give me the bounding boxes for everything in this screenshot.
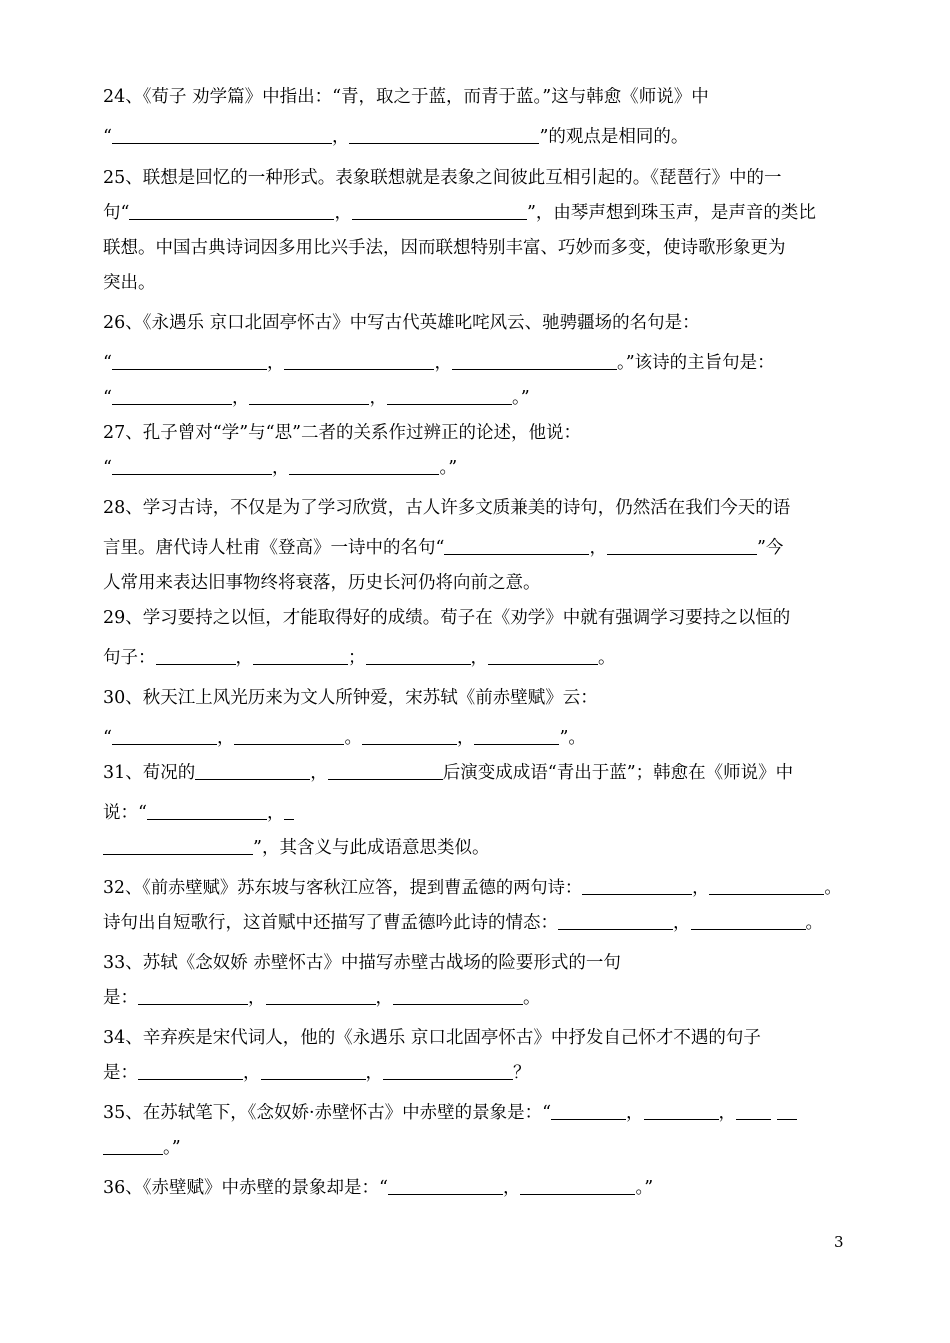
text-segment: “ [103, 458, 112, 478]
answer-blank[interactable] [352, 197, 527, 220]
answer-blank[interactable] [452, 347, 617, 370]
text-line [103, 231, 848, 265]
text-line [103, 1131, 848, 1165]
text-line [103, 601, 848, 635]
answer-blank[interactable] [558, 907, 673, 930]
text-line [103, 346, 848, 380]
answer-blank[interactable] [777, 1097, 797, 1120]
text-line [103, 416, 848, 450]
text-line [103, 756, 848, 790]
text-segment: 30、秋天江上风光历来为文人所钟爱，宋苏轼《前赤壁赋》云： [103, 688, 598, 708]
text-segment: 。”该诗的主旨句是： [616, 353, 775, 373]
text-segment: ， [718, 1103, 737, 1123]
text-segment: ， [626, 1103, 644, 1123]
text-segment: ， [502, 1178, 521, 1198]
answer-blank[interactable] [387, 382, 512, 405]
answer-blank[interactable] [112, 347, 267, 370]
text-segment: 。 [344, 728, 362, 748]
text-line [103, 1096, 848, 1130]
answer-blank[interactable] [644, 1097, 719, 1120]
answer-blank[interactable] [607, 532, 757, 555]
text-segment: ， [331, 127, 350, 147]
text-segment: ”，由琴声想到珠玉声，是声音的类比 [526, 203, 816, 223]
text-segment: ， [243, 1063, 261, 1083]
text-line [103, 831, 848, 865]
text-segment: “ [103, 353, 112, 373]
answer-blank[interactable] [234, 722, 344, 745]
text-segment: 27、孔子曾对“学”与“思”二者的关系作过辨正的论述，他说： [103, 423, 582, 443]
text-line [103, 721, 848, 755]
answer-blank[interactable] [388, 1172, 503, 1195]
text-segment: “ [103, 127, 112, 147]
text-segment: 29、学习要持之以恒，才能取得好的成绩。荀子在《劝学》中就有强调学习要持之以恒的 [103, 608, 791, 628]
text-segment: 。 [824, 878, 842, 898]
text-segment: 36、《赤壁赋》中赤壁的景象却是：“ [103, 1178, 388, 1198]
answer-blank[interactable] [349, 121, 539, 144]
text-line [103, 871, 848, 905]
answer-blank[interactable] [138, 1057, 243, 1080]
text-segment: 。 [598, 648, 616, 668]
text-segment: ， [434, 353, 452, 373]
answer-blank[interactable] [261, 1057, 366, 1080]
text-segment: 。 [523, 988, 541, 1008]
text-segment: ， [673, 913, 691, 933]
text-segment: ， [589, 538, 607, 558]
text-segment: ， [266, 353, 285, 373]
text-line [103, 796, 848, 830]
text-line [103, 906, 848, 940]
text-line [103, 161, 848, 195]
text-segment: 25、联想是回忆的一种形式。表象联想就是表象之间彼此互相引起的。《琵琶行》中的一 [103, 168, 782, 188]
text-segment: 诗句出自短歌行，这首赋中还描写了曹孟德吟此诗的情态： [103, 913, 558, 933]
answer-blank[interactable] [266, 982, 376, 1005]
text-segment: ， [470, 648, 488, 668]
text-segment: 言里。唐代诗人杜甫《登高》一诗中的名句“ [103, 538, 445, 558]
text-line [103, 641, 848, 675]
text-segment: 是： [103, 1063, 138, 1083]
text-segment: 32、《前赤壁赋》苏东坡与客秋江应答，提到曹孟德的两句诗： [103, 878, 583, 898]
text-line [103, 1021, 848, 1055]
text-segment: ， [456, 728, 475, 748]
answer-blank[interactable] [284, 797, 294, 820]
answer-blank[interactable] [156, 642, 236, 665]
answer-blank[interactable] [520, 1172, 635, 1195]
text-segment: 28、学习古诗，不仅是为了学习欣赏，古人许多文质兼美的诗句，仍然活在我们今天的语 [103, 498, 791, 518]
text-segment: 31、荀况的 [103, 763, 196, 783]
text-segment: ”的观点是相同的。 [539, 127, 689, 147]
text-segment: ”今 [756, 538, 784, 558]
text-segment: 人常用来表达旧事物终将衰落，历史长河仍将向前之意。 [103, 573, 541, 593]
text-line [103, 981, 848, 1015]
answer-blank[interactable] [393, 982, 523, 1005]
text-segment: 35、在苏轼笔下，《念奴娇·赤壁怀古》中赤壁的景象是：“ [103, 1103, 552, 1123]
text-segment: 。 [805, 913, 823, 933]
text-line [103, 451, 848, 485]
answer-blank[interactable] [284, 347, 434, 370]
text-segment: ， [231, 388, 250, 408]
text-segment: ， [216, 728, 235, 748]
answer-blank[interactable] [383, 1057, 513, 1080]
answer-blank[interactable] [362, 722, 457, 745]
answer-blank[interactable] [138, 982, 248, 1005]
text-line [103, 266, 848, 300]
text-line [103, 566, 848, 600]
answer-blank[interactable] [366, 642, 471, 665]
text-segment: 后演变成成语“青出于蓝”；韩愈在《师说》中 [442, 763, 794, 783]
answer-blank[interactable] [249, 382, 369, 405]
answer-blank[interactable] [709, 872, 824, 895]
text-segment: 是： [103, 988, 138, 1008]
answer-blank[interactable] [582, 872, 692, 895]
text-segment: ？ [513, 1063, 531, 1083]
text-segment: 突出。 [103, 273, 156, 293]
answer-blank[interactable] [103, 832, 253, 855]
text-segment: 24、《荀子 劝学篇》中指出：“青，取之于蓝，而青于蓝。”这与韩愈《师说》中 [103, 87, 709, 107]
text-line [103, 120, 848, 154]
page-number: 3 [834, 1233, 844, 1251]
answer-blank[interactable] [112, 382, 232, 405]
text-line [103, 196, 848, 230]
text-line [103, 531, 848, 565]
text-segment: 34、辛弃疾是宋代词人，他的《永遇乐 京口北固亭怀古》中抒发自己怀才不遇的句子 [103, 1028, 761, 1048]
text-line [103, 491, 848, 525]
text-segment: ， [271, 458, 290, 478]
text-segment: 33、苏轼《念奴娇 赤壁怀古》中描写赤壁古战场的险要形式的一句 [103, 953, 621, 973]
answer-blank[interactable] [488, 642, 598, 665]
text-segment: ， [334, 203, 352, 223]
answer-blank[interactable] [112, 722, 217, 745]
text-segment: 。” [163, 1138, 181, 1158]
text-line [103, 80, 848, 114]
text-line [103, 306, 848, 340]
text-segment: ， [310, 763, 328, 783]
answer-blank[interactable] [328, 757, 443, 780]
text-line [103, 946, 848, 980]
answer-blank[interactable] [474, 722, 559, 745]
text-line [103, 1171, 848, 1205]
text-segment: “ [103, 388, 112, 408]
text-segment: 。” [511, 388, 530, 408]
text-segment: 句子： [103, 648, 156, 668]
text-segment: 。” [635, 1178, 654, 1198]
answer-blank[interactable] [253, 642, 348, 665]
answer-blank[interactable] [147, 797, 267, 820]
text-segment: 。” [439, 458, 458, 478]
answer-blank[interactable] [289, 452, 439, 475]
answer-blank[interactable] [195, 757, 310, 780]
answer-blank[interactable] [129, 197, 334, 220]
text-segment: 说：“ [103, 803, 147, 823]
answer-blank[interactable] [736, 1097, 771, 1120]
text-segment: ； [348, 648, 366, 668]
answer-blank[interactable] [444, 532, 589, 555]
text-segment: ， [365, 1063, 383, 1083]
text-segment: “ [103, 728, 112, 748]
answer-blank[interactable] [112, 452, 272, 475]
answer-blank[interactable] [103, 1132, 163, 1155]
text-segment: ”。 [559, 728, 586, 748]
text-segment: ， [369, 388, 387, 408]
text-line [103, 681, 848, 715]
text-segment: ， [235, 648, 253, 668]
text-segment: ， [266, 803, 285, 823]
text-segment: 联想。中国古典诗词因多用比兴手法，因而联想特别丰富、巧妙而多变，使诗歌形象更为 [103, 238, 786, 258]
text-segment: 26、《永遇乐 京口北固亭怀古》中写古代英雄叱咤风云、驰骋疆场的名句是： [103, 313, 700, 333]
answer-blank[interactable] [691, 907, 806, 930]
text-segment: ， [248, 988, 266, 1008]
text-segment: ， [375, 988, 393, 1008]
text-segment: ， [692, 878, 710, 898]
answer-blank[interactable] [551, 1097, 626, 1120]
text-line [103, 381, 848, 415]
text-segment: ”，其含义与此成语意思类似。 [253, 838, 490, 858]
text-segment: 句“ [103, 203, 130, 223]
answer-blank[interactable] [112, 121, 332, 144]
text-line [103, 1056, 848, 1090]
